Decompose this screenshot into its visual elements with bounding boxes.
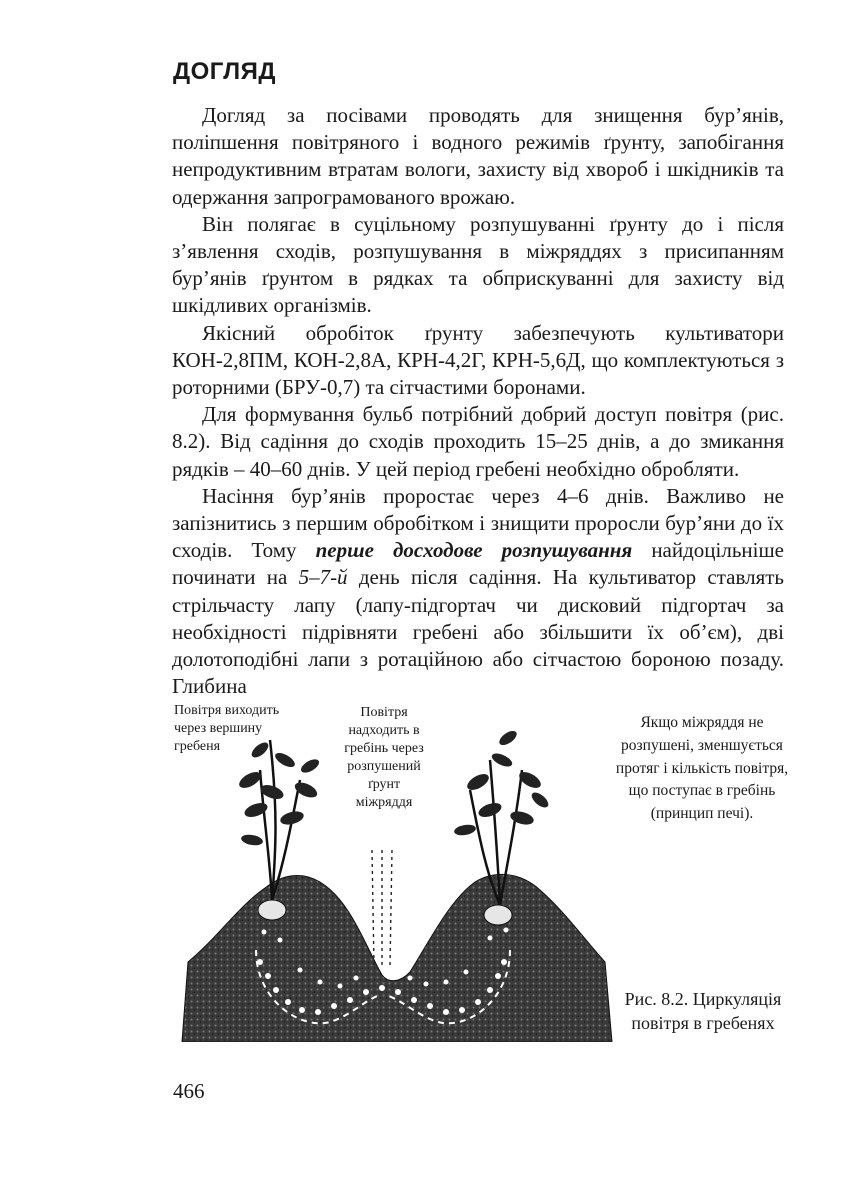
paragraph: Догляд за посівами проводять для знищення бур’янів, поліпшення повітряного і водного режимів ґрунту, запобігання непродуктивним втратам вологи, захисту від хвороб і шкідників та одержання запрограмованого врожаю.	[172, 103, 784, 209]
paragraph-text: найдоцільніше починати на	[172, 538, 784, 590]
paragraph-text: Насіння бур’янів проростає через 4–6 днів. Важливо не запізнитись з першим обробітком і знищити проросли бур’яни до їх сходів. Тому	[172, 483, 784, 563]
figure-note-unloosened: Якщо міжряддя не розпушені, зменшується протяг і кількість повітря, що поступає в гребінь (принцип печі).	[615, 714, 789, 823]
paragraph: Для формування бульб потрібний добрий доступ повітря (рис. 8.2). Від садіння до сходів проходить 15–25 днів, а до змикання рядків – 40–60 днів. У цей період гребені необхідно обробляти.	[172, 402, 784, 481]
left-tuber	[258, 900, 286, 920]
page-number: 466	[173, 1079, 205, 1103]
figure-caption: Рис. 8.2. Циркуляція повітря в гребенях	[624, 989, 782, 1033]
figure-label-air-in: Повітря надходить в гребінь через розпушений ґрунт міжряддя	[344, 705, 424, 810]
paragraph	[172, 483, 784, 701]
right-tuber	[484, 905, 512, 925]
paragraph: Якісний обробіток ґрунту забезпечують культиватори КОН-2,8ПМ, КОН-2,8А, КРН-4,2Г, КРН-5,6Д, що комплектуються з роторними (БРУ-0,7) та сітчастими боронами.	[172, 320, 784, 400]
emphasis-term: перше досходове розпушування	[315, 538, 633, 563]
figure-label-air-out: Повітря виходить через вершину гребеня	[174, 703, 280, 754]
emphasis-days: 5–7-й	[298, 565, 348, 590]
body-text	[172, 102, 784, 700]
right-plant-leaves	[453, 728, 551, 837]
section-heading: ДОГЛЯД	[173, 58, 276, 85]
paragraph-text: день після садіння. На культиватор ставлять стрільчасту лапу (лапу-підгортач чи дисковий підгортач за необхідності підрівняти гребені або збільшити їх об’єм), дві долотоподібні лапи з ротаційною або сітчастою бороною позаду. Глибина	[172, 565, 784, 699]
soil-ridges	[182, 874, 612, 1042]
air-inflow-dashes	[372, 850, 392, 965]
paragraph: Він полягає в суцільному розпушуванні ґрунту до і після з’явлення сходів, розпушування в міжряддях з присипанням бур’янів ґрунтом в рядках та обприскуванні для захисту від шкідливих організмів.	[172, 211, 784, 318]
